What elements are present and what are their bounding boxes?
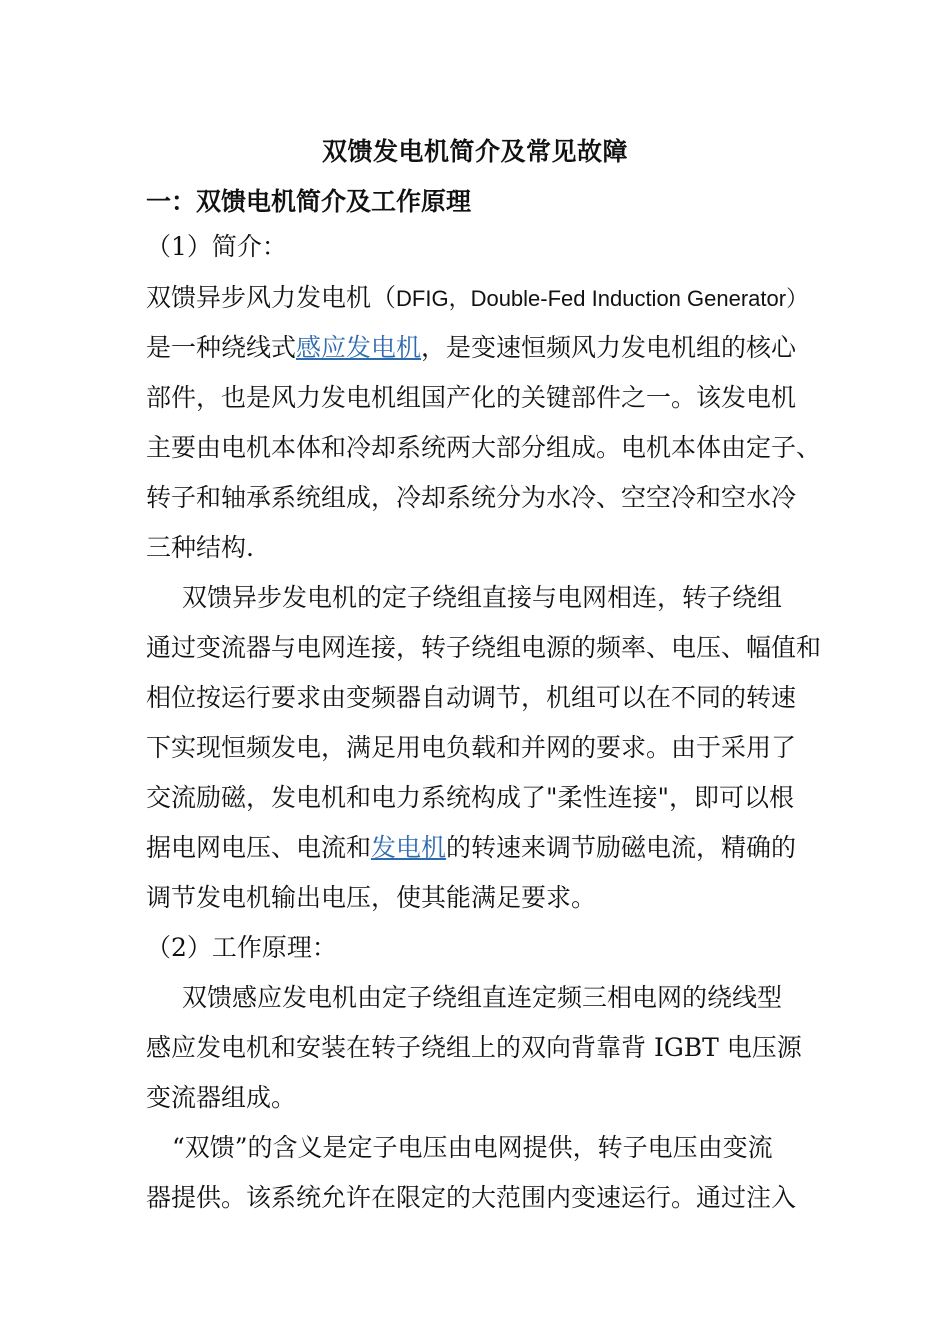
para1-line1: [146, 282, 808, 315]
para1-line1-latin: DFIG，Double-Fed Induction Generator: [396, 286, 787, 311]
para1-line1-start: 双馈异步风力发电机（: [146, 283, 397, 312]
para2-line2: 通过变流器与电网连接，转子绕组电源的频率、电压、幅值和: [146, 633, 822, 662]
para1-line1-end: ）: [786, 286, 809, 311]
para2-line5: 交流励磁，发电机和电力系统构成了"柔性连接"，即可以根: [146, 783, 795, 812]
subsection-heading-intro: （1）简介：: [146, 232, 287, 261]
section-heading-1: 一：双馈电机简介及工作原理: [146, 187, 472, 216]
para1-line2: [146, 332, 796, 364]
para1-line2-start: 是一种绕线式: [146, 333, 297, 362]
para1-line6: 三种结构.: [146, 533, 254, 562]
para4-line2: 器提供。该系统允许在限定的大范围内变速运行。通过注入: [146, 1183, 797, 1212]
para4-line1: “双馈”的含义是定子电压由电网提供，转子电压由变流: [172, 1133, 773, 1162]
para1-line2-end: ，是变速恒频风力发电机组的核心: [421, 333, 797, 362]
para1-line5: 转子和轴承系统组成，冷却系统分为水冷、空空冷和空水冷: [146, 483, 797, 512]
document-title: 双馈发电机简介及常见故障: [321, 137, 628, 166]
para2-line6-end: 的转速来调节励磁电流，精确的: [446, 833, 797, 862]
para2-line1: 双馈异步发电机的定子绕组直接与电网相连，转子绕组: [182, 583, 783, 612]
para1-line4: 主要由电机本体和冷却系统两大部分组成。电机本体由定子、: [146, 433, 822, 462]
para2-line6: [146, 832, 796, 864]
para2-line6-start: 据电网电压、电流和: [146, 833, 372, 862]
para2-line7: 调节发电机输出电压，使其能满足要求。: [146, 883, 597, 912]
para3-line2: 感应发电机和安装在转子绕组上的双向背靠背 IGBT 电压源: [146, 1033, 802, 1062]
para2-line3: 相位按运行要求由变频器自动调节，机组可以在不同的转速: [146, 683, 797, 712]
para3-line1: 双馈感应发电机由定子绕组直连定频三相电网的绕线型: [182, 983, 783, 1012]
subsection-heading-principle: （2）工作原理：: [146, 933, 337, 962]
induction-generator-link[interactable]: 感应发电机: [296, 333, 422, 362]
para2-line4: 下实现恒频发电，满足用电负载和并网的要求。由于采用了: [146, 733, 797, 762]
generator-link[interactable]: 发电机: [371, 833, 447, 862]
para1-line3: 部件，也是风力发电机组国产化的关键部件之一。该发电机: [146, 383, 797, 412]
para3-line3: 变流器组成。: [146, 1083, 297, 1112]
